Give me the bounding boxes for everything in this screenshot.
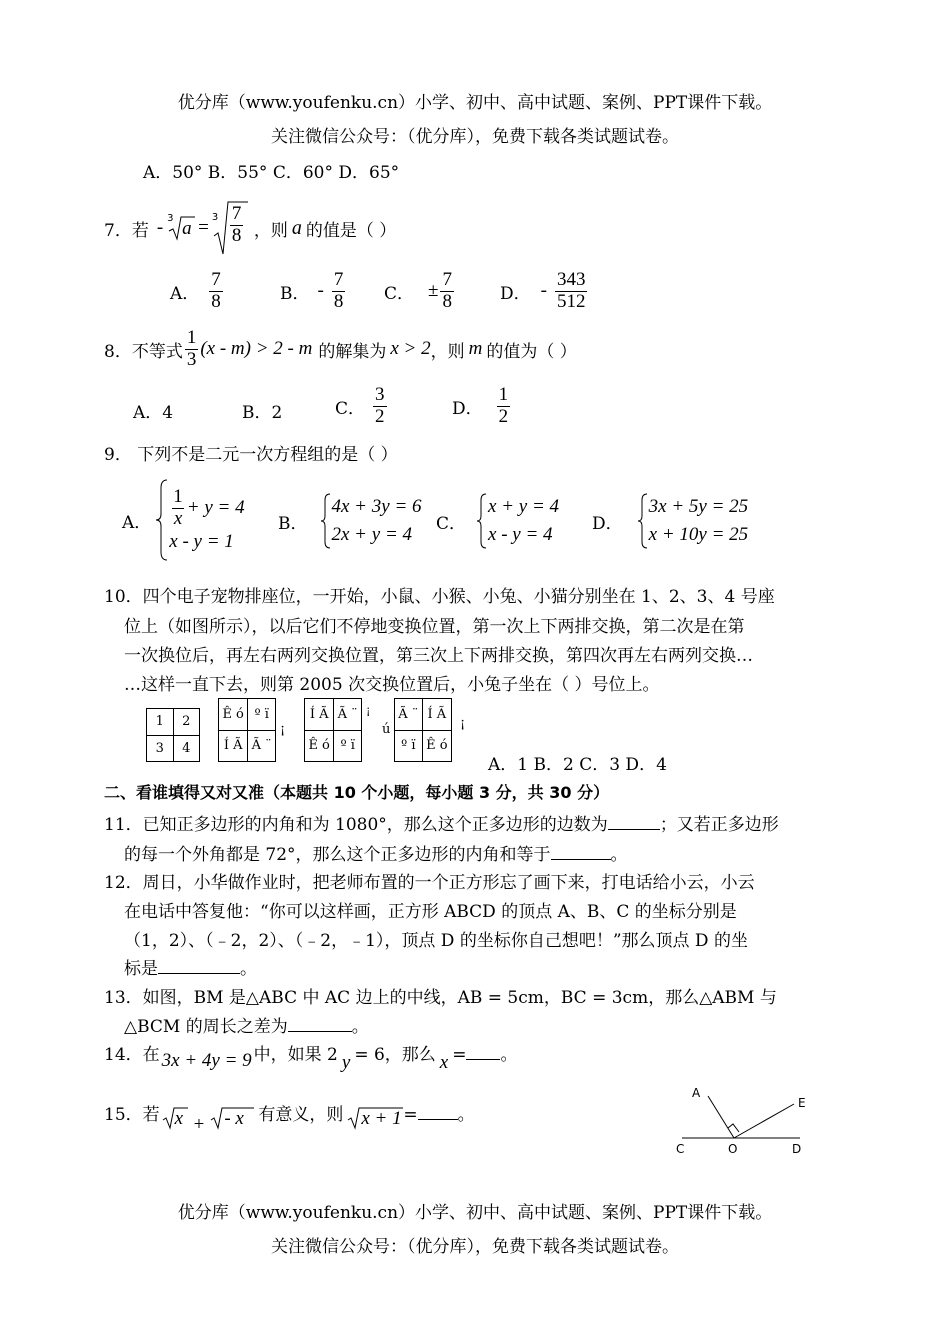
arrow-1: ¡ xyxy=(280,722,286,737)
q11-blank-1[interactable] xyxy=(608,829,660,830)
question-14: 14．在 3x + 4y = 9 中，如果 2 y = 6，那么 x = 。 xyxy=(104,1045,518,1073)
label-c: C xyxy=(676,1142,685,1156)
seat-grid-step-2: Í Ã Ã ¨ Ê ó º ï xyxy=(304,698,362,762)
q10-line-3: 一次换位后，再左右两列交换位置，第三次上下两排交换，第四次再左右两列交换… xyxy=(124,646,753,666)
label-d: D xyxy=(792,1142,802,1156)
q7-option-d: D． - $\frac{343}{512}$ xyxy=(500,269,586,312)
label-a: A xyxy=(692,1086,701,1100)
q9-option-a: A． $\frac{1}{x}$ + y = 4 x - y = 1 xyxy=(122,478,245,562)
q7-option-a: A． $\frac{7}{8}$ xyxy=(170,269,221,312)
q7-number: 7． xyxy=(104,220,132,241)
q10-options: A．1 B．2 C．3 D．4 xyxy=(488,755,667,775)
q13-blank[interactable] xyxy=(288,1031,352,1032)
q13-line-2: △BCM 的周长之差为 。 xyxy=(124,1017,369,1037)
label-e: E xyxy=(798,1096,806,1110)
q15-sqrt-neg-x: - x xyxy=(210,1106,254,1130)
q6-options: A．50° B．55° C．60° D．65° xyxy=(143,163,400,183)
q7-pre: 若 xyxy=(131,220,149,241)
seat-grid-step-1: Ê ó º ï Í Ã Ã ¨ xyxy=(218,698,276,762)
q12-line-4: 标是 。 xyxy=(124,959,257,979)
q15-sqrt-x-plus-1: x + 1 xyxy=(347,1106,403,1130)
q11-line-1: 11．已知正多边形的内角和为 1080°，那么这个正多边形的边数为 ；又若正多边形 xyxy=(104,815,779,835)
q7-var-a: a xyxy=(291,216,302,239)
footer-line-1: 优分库（www.youfenku.cn）小学、初中、高中试题、案例、PPT课件下载。 xyxy=(177,1203,773,1223)
question-8: 8． 不等式 $\frac{1}{3}$ (x - m) > 2 - m 的解集为 x > 2 ，则 m 的值为（ ） xyxy=(104,327,577,370)
q14-blank[interactable] xyxy=(466,1059,500,1060)
q7-option-b: B． - $\frac{7}{8}$ xyxy=(280,269,344,312)
q12-line-3: （1，2）、（﹣2，2）、（﹣2，﹣1），顶点 D 的坐标你自己想吧！”那么顶点 D 的坐 xyxy=(124,931,748,951)
label-o: O xyxy=(728,1142,738,1156)
angle-figure xyxy=(670,1082,820,1162)
question-9: 9． 下列不是二元一次方程组的是（ ） xyxy=(104,445,398,465)
footer-line-2: 关注微信公众号：（优分库），免费下载各类试题试卷。 xyxy=(271,1237,679,1257)
q8-option-d: D． $\frac{1}{2}$ xyxy=(452,384,509,427)
q11-line-2: 的每一个外角都是 72°，那么这个正多边形的内角和等于 。 xyxy=(124,845,628,865)
arrow-2: ú xyxy=(382,722,391,737)
question-15: 15．若 x + - x 有意义，则 x + 1 = 。 xyxy=(104,1105,475,1135)
q12-line-2: 在电话中答复他：“你可以这样画，正方形 ABCD 的顶点 A、B、C 的坐标分别是 xyxy=(124,902,737,922)
q9-option-b: B． 4x + 3y = 6 2x + y = 4 xyxy=(278,492,422,550)
q7-mid: ，则 xyxy=(253,220,288,241)
header-line-1: 优分库（www.youfenku.cn）小学、初中、高中试题、案例、PPT课件下载。 xyxy=(177,93,773,113)
q8-option-b: B．2 xyxy=(242,403,283,423)
header-line-2: 关注微信公众号：（优分库），免费下载各类试题试卷。 xyxy=(271,127,679,147)
q9-option-d: D． 3x + 5y = 25 x + 10y = 25 xyxy=(592,492,748,550)
q8-option-c: C． $\frac{3}{2}$ xyxy=(335,384,385,427)
q10-line-1: 10．四个电子宠物排座位，一开始，小鼠、小猴、小兔、小猫分别坐在 1、2、3、4 号座 xyxy=(104,587,775,607)
arrow-3: ¡ xyxy=(460,716,466,731)
q7-option-c: C． ± $\frac{7}{8}$ xyxy=(384,269,452,312)
q12-blank[interactable] xyxy=(158,973,240,974)
q9-option-c: C． x + y = 4 x - y = 4 xyxy=(436,492,559,550)
q13-line-1: 13．如图，BM 是△ABC 中 AC 边上的中线，AB = 5cm，BC = 3cm，那么△ABM 与 xyxy=(104,988,777,1008)
section-2-title: 二、看谁填得又对又准（本题共 10 个小题，每小题 3 分，共 30 分） xyxy=(104,783,610,802)
q10-line-2: 位上（如图所示），以后它们不停地变换位置，第一次上下两排交换，第二次是在第 xyxy=(124,617,745,637)
seat-grid-step-3: Ã ¨ Í Ã º ï Ê ó xyxy=(394,698,452,762)
q7-post: 的值是（ ） xyxy=(305,220,397,241)
q7-equals: = xyxy=(198,217,209,238)
q15-blank[interactable] xyxy=(418,1119,458,1120)
q7-cbrt-frac: 3 $\frac{7}{8}$ xyxy=(212,200,248,256)
q7-minus: - xyxy=(156,217,164,238)
q12-line-1: 12．周日，小华做作业时，把老师布置的一个正方形忘了画下来，打电话给小云，小云 xyxy=(104,873,755,893)
question-7 xyxy=(104,200,396,256)
q15-sqrt-x: x xyxy=(162,1106,188,1130)
seat-grid-initial: 1 2 3 4 xyxy=(146,708,200,762)
arrow-2-top: ¡ xyxy=(366,704,371,717)
q11-blank-2[interactable] xyxy=(551,859,611,860)
q10-line-4: …这样一直下去，则第 2005 次交换位置后，小兔子坐在（ ）号位上。 xyxy=(124,675,660,695)
q8-option-a: A．4 xyxy=(133,403,174,423)
q7-cbrt-a: 3 a xyxy=(167,215,195,241)
